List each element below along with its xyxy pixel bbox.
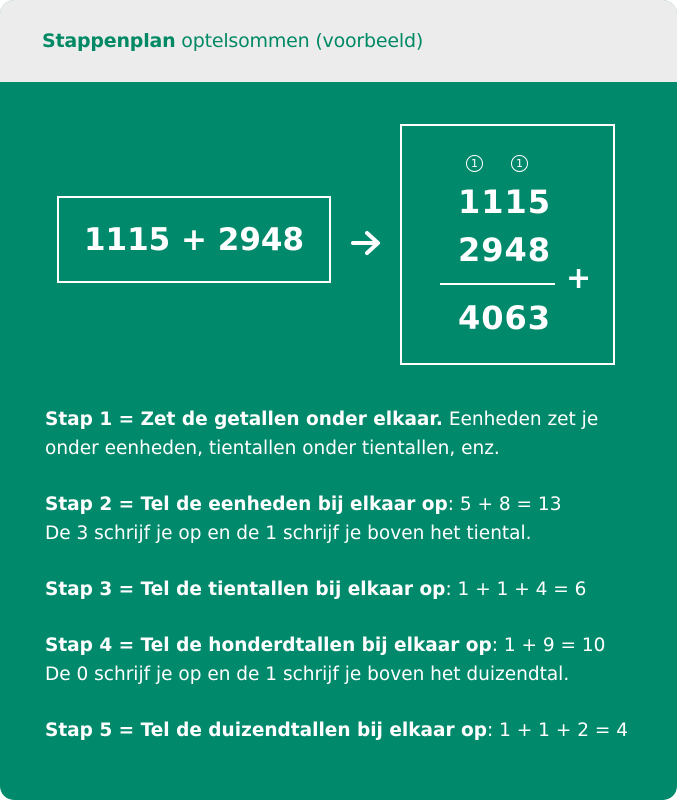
step-text: : 5 + 8 = 13 — [447, 494, 562, 515]
sum-expression: 1115 + 2948 — [83, 221, 305, 258]
step-lead: Stap 2 = Tel de eenheden bij elkaar op — [45, 494, 448, 515]
step-item — [45, 490, 655, 548]
step-text: : 1 + 1 + 2 = 4 — [487, 720, 628, 741]
card-title — [42, 30, 423, 52]
step-lead: Stap 1 = Zet de getallen onder elkaar. — [45, 409, 443, 430]
step-item — [45, 716, 655, 745]
sum-box — [57, 196, 331, 283]
result-number: 4063 — [457, 299, 551, 337]
step-lead: Stap 5 = Tel de duizendtallen bij elkaar op — [45, 720, 488, 741]
carry-marker: 1 — [511, 155, 528, 172]
plus-sign: + — [566, 261, 592, 296]
step-line2: De 0 schrijf je op en de 1 schrijf je boven het duizendtal. — [45, 664, 570, 685]
steps-list — [45, 405, 655, 772]
bottom-number: 2948 — [457, 231, 551, 269]
step-item — [45, 575, 655, 604]
column-addition-box — [400, 124, 615, 365]
carry-marker: 1 — [466, 155, 483, 172]
step-line2: De 3 schrijf je op en de 1 schrijf je boven het tiental. — [45, 523, 532, 544]
step-text: : 1 + 9 = 10 — [491, 635, 606, 656]
step-text: Eenheden zet je onder eenheden, tientallen onder tientallen, enz. — [45, 409, 599, 459]
top-number: 1115 — [457, 183, 551, 221]
step-item — [45, 405, 655, 463]
step-item — [45, 631, 655, 689]
sum-line — [440, 283, 555, 285]
card-title-rest: optelsommen (voorbeeld) — [175, 30, 424, 52]
right-arrow-icon — [351, 230, 383, 256]
card-header — [0, 0, 677, 82]
step-text: : 1 + 1 + 4 = 6 — [445, 579, 587, 600]
step-lead: Stap 3 = Tel de tientallen bij elkaar op — [45, 579, 446, 600]
step-lead: Stap 4 = Tel de honderdtallen bij elkaar op — [45, 635, 492, 656]
card-title-bold: Stappenplan — [42, 30, 176, 52]
